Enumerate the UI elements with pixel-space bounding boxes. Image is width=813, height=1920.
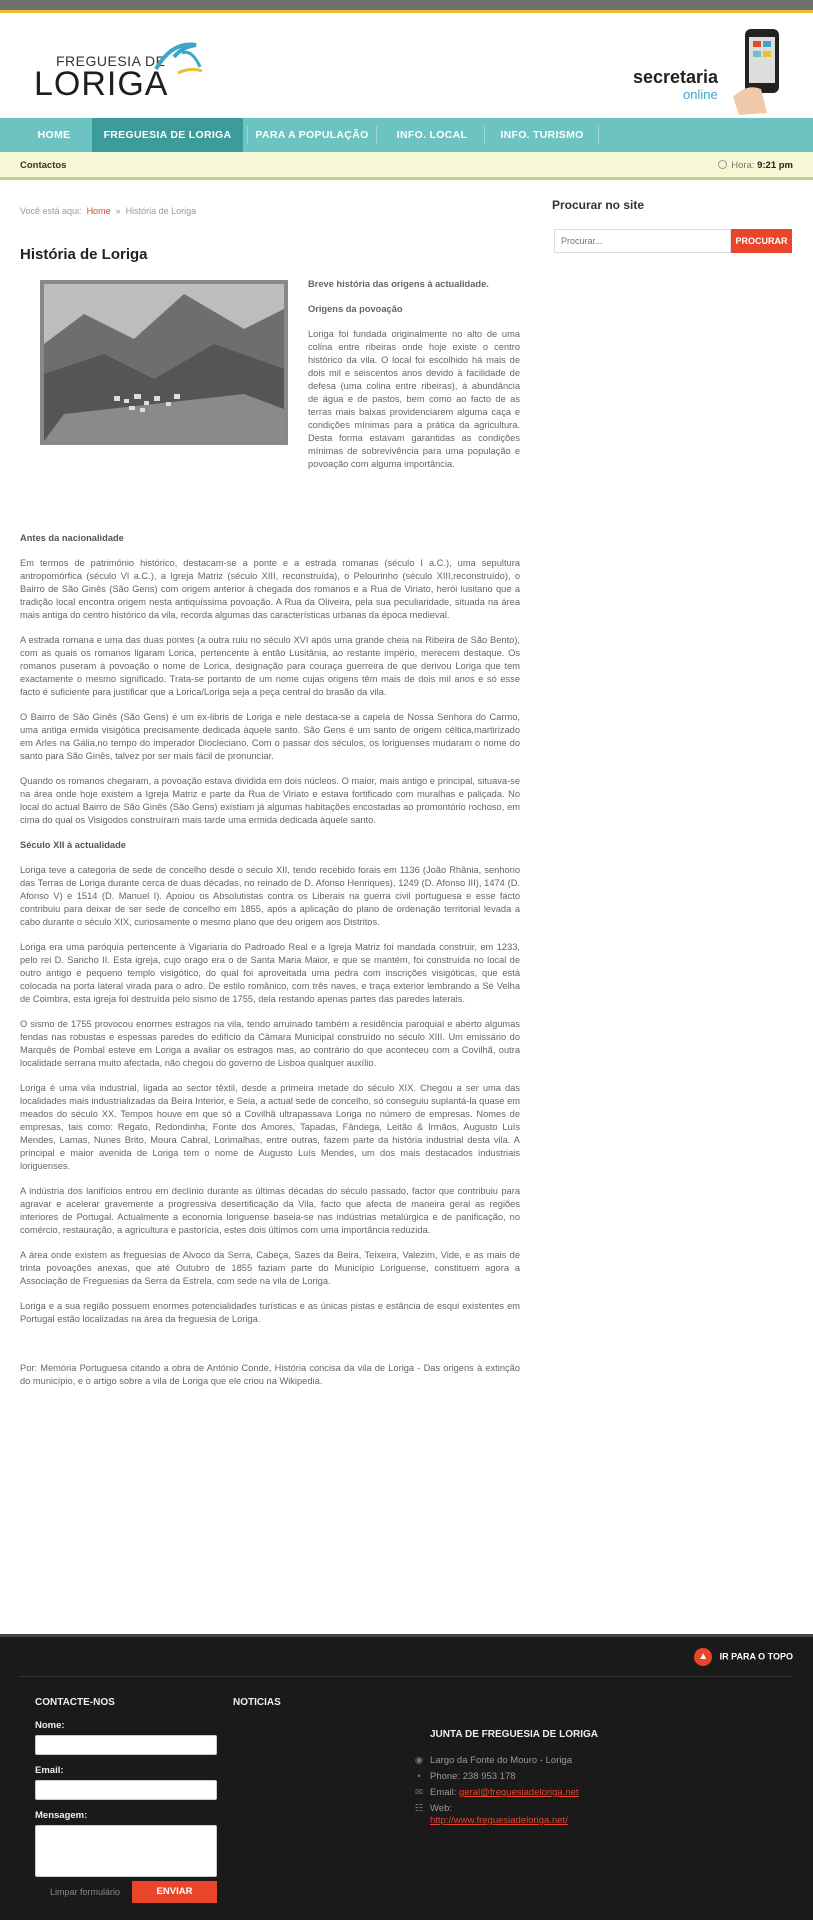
web-item [414,1803,452,1814]
phone-text: Phone: 238 953 178 [430,1771,516,1782]
globe-icon: ☷ [414,1803,424,1814]
email-field[interactable] [35,1780,217,1800]
search-button[interactable]: PROCURAR [731,229,792,253]
hour-value: 9:21 pm [757,160,793,171]
site-logo[interactable] [34,31,204,103]
footer [0,1634,813,1920]
breadcrumb-separator: » [115,206,121,216]
logo-small-text: FREGUESIA DE [56,53,166,69]
message-label: Mensagem: [35,1810,88,1821]
junta-title: JUNTA DE FREGUESIA DE LORIGA [430,1729,598,1740]
section-title-seculo-xii: Século XII à actualidade [20,840,126,850]
nav-item-info-local[interactable]: INFO. LOCAL [396,129,468,141]
news-title: NOTICIAS [233,1697,281,1708]
article-paragraph: O sismo de 1755 provocou enormes estragos na vila, tendo arruinado também a residência paroquial e aberto algumas fendas nas robustas e espessas paredes do edifício da Câmara Municipal construído no século XIII. Um emissário do Marquês de Pombal esteve em Loriga a avaliar os estragos mas, ao contrário do que aconteceu com a Covilhã, outra localidade serrana muito afectada, não chegou do governo de Lisboa qualquer auxílio. [20,1019,520,1068]
page-title: História de Loriga [20,246,148,263]
logo-swoosh-icon [152,39,204,79]
nav-separator [484,126,485,144]
article-paragraph: Loriga era uma paróquia pertencente à Vigariaria do Padroado Real e a Igreja Matriz foi mandada construir, em 1233, pelo rei D. Sancho II. Esta igreja, cujo orago era o de Santa Maria Maior, e que se mantém, foi construída no local de outro antigo e pequeno templo visigótico, do qual foi aproveitada uma pedra com inscrições visigóticas, que está colocada na porta lateral virada para o adro. De estilo românico, com três naves, e traça exterior lembrando a Sé Velha de Coimbra, esta igreja foi destruída pelo sismo de 1755, dela restando apenas partes das paredes laterais. [20,942,520,1004]
top-strip [0,0,813,10]
email-label: Email: [35,1765,64,1776]
nav-item-populacao[interactable]: PARA A POPULAÇÃO [255,129,369,141]
article-paragraph: Loriga e a sua região possuem enormes potencialidades turísticas e as únicas pistas e estância de esqui existentes em Portugal estão localizadas na área da freguesia de Loriga. [20,1301,520,1324]
secretaria-sub-text: online [683,87,718,102]
nav-item-info-turismo[interactable]: INFO. TURISMO [500,129,584,141]
article-paragraph: A indústria dos lanifícios entrou em declínio durante as últimas décadas do século passado, factor que contribuiu para agravar e acelerar gravemente a progressiva desertificação da Vila, facto que afecta de maneira geral as regiões interiores de Portugal. Actualmente a economia loriguense baseia-se nas indústrias metalúrgica e de panificação, no comércio, restauração, a agricultura e pastorícia, estes dois últimos com uma importância reduzida. [20,1186,520,1235]
article-source: Por: Memória Portuguesa citando a obra de António Conde, História concisa da vila de Loriga - Das origens à extinção do município, e o artigo sobre a vila de Loriga que ele criou na Wikipedia. [20,1363,520,1386]
email-link[interactable]: geral@freguesiadeloriga.net [459,1787,579,1798]
name-label: Nome: [35,1720,65,1731]
search-input[interactable] [554,229,731,253]
breadcrumb-current: História de Loriga [125,206,197,216]
message-field[interactable] [35,1825,217,1877]
article-paragraph: Em termos de património histórico, destacam-se a ponte e a estrada romanas (século I a.C.), uma sepultura antropomórfica (século VI a.C.), a Igreja Matriz (século XIII, reconstruída), o Pelourinho (século XIII,reconstruído), o Bairro de São Ginês (São Gens) com origem anterior à chegada dos romanos e a Rua de Viriato, herói lusitano que a tradição local encontra origem nesta antiquíssima povoação. A Rua da Oliveira, pela sua peculiaridade, situada na área mais antiga do centro histórico da vila, recorda algumas das características urbanas da época medieval. [20,558,520,620]
clock-icon [718,160,727,169]
web-link[interactable]: http://www.freguesiadeloriga.net/ [430,1815,568,1826]
address-item [414,1755,572,1766]
article-intro-title: Breve história das origens à actualidade. [308,279,489,289]
back-to-top-label: IR PARA O TOPO [719,1651,793,1662]
nav-separator [247,126,248,144]
breadcrumb-home-link[interactable]: Home [86,206,111,216]
breadcrumb [20,206,196,216]
web-prefix: Web: [430,1803,453,1814]
clock-readout [718,160,793,171]
section-title-antes: Antes da nacionalidade [20,533,124,543]
hour-label: Hora: [731,160,755,171]
logo-big-text: LORIGA [34,65,169,103]
clear-form-button[interactable]: Limpar formulário [50,1887,121,1897]
address-text: Largo da Fonte do Mouro - Loriga [430,1755,573,1766]
smartphone-icon [733,27,793,117]
name-field[interactable] [35,1735,217,1755]
nav-separator [598,126,599,144]
email-prefix: Email: [430,1787,457,1798]
web-link-row [430,1815,568,1826]
nav-item-home[interactable]: HOME [37,129,71,141]
article-paragraph: A estrada romana e uma das duas pontes (a outra ruiu no século XVI após uma grande cheia na Ribeira de São Bento), com as quais os romanos ligaram Lorica, pertencente à então Lusitânia, ao restante império, merecem destaque. Os romanos puseram à povoação o nome de Lorica, designação para couraça guerreira de que derivou Loriga que tem exactamente o mesmo significado. Trata-se portanto de um nome cujas origens têm mais de dois mil anos e só esse facto é suficiente para justificar que a Lorica/Loriga seja a peça central do brasão da vila. [20,635,520,697]
article-paragraph: Quando os romanos chegaram, a povoação estava dividida em dois núcleos. O maior, mais antigo e principal, situava-se na área onde hoje existem a Igreja Matriz e parte da Rua de Viriato e estava fortificado com muralhas e paliçada. No local do actual Bairro de São Ginês (São Gens) existiam já algumas habitações encostadas ao promontório rochoso, em cima do qual os Visigodos construíram mais tarde uma ermida dedicada àquele santo. [20,776,520,825]
article-paragraph-text: Loriga foi fundada originalmente no alto de uma colina entre ribeiras onde hoje existe o centro histórico da vila. O local foi escolhido há mais de dois mil e seiscentos anos devido à facilidade de defesa (uma colina entre ribeiras), à abundância de água e de pastos, bem como ao facto de as terras mais baixas providenciarem alguma caça e condições mínimas para a prática da agricultura. Desta forma estavam garantidas as condições mínimas de sobrevivência para uma população e povoação com alguma importância. [308,329,520,469]
envelope-icon: ✉ [415,1787,423,1798]
article-paragraph: Loriga é uma vila industrial, ligada ao sector têxtil, desde a primeira metade do século XIX. Chegou a ser uma das localidades mais industrializadas da Beira Interior, e Seia, a actual sede de concelho, só conseguiu suplantá-la quase em meados do século XX. Tempos houve em que só a Covilhã ultrapassava Loriga no número de empresas. Nomes de empresas, tais como: Regato, Redondinha, Fonte dos Amores, Tapadas, Fândega, Leitão & Irmãos, Augusto Luís Mendes, Lamas, Nunes Brito, Moura Cabral, Lorimalhas, entre outras, fazem parte da história industrial desta vila. A principal e maior avenida de Loriga tem o nome de Augusto Luís Mendes, um dos mais destacados industriais loriguenses. [20,1083,520,1171]
nav-separator [376,126,377,144]
sub-bar [0,152,813,180]
article-paragraph: O Bairro de São Ginês (São Gens) é um ex-libris de Loriga e nele destaca-se a capela de Nossa Senhora do Carmo, uma antiga ermida visigótica precisamente dedicada àquele santo. São Gens é um santo de origem céltica,martirizado em Arles na Gália,no tempo do imperador Diocleciano. Com o passar dos séculos, os loriguenses mudaram o nome do santo para São Ginês, talvez por ser mais fácil de pronunciar. [20,712,520,761]
phone-item [414,1771,516,1782]
phone-icon: • [417,1771,421,1782]
section-title-origens: Origens da povoação [308,304,403,314]
article-content [20,278,520,471]
send-button[interactable]: ENVIAR [132,1881,217,1903]
breadcrumb-prefix: Você está aqui: [20,206,82,216]
nav-item-freguesia[interactable]: FREGUESIA DE LORIGA [92,118,243,152]
contacts-link[interactable]: Contactos [20,160,67,171]
email-item [414,1787,579,1798]
article-paragraph: A área onde existem as freguesias de Alvoco da Serra, Cabeça, Sazes da Beira, Teixeira, Valezim, Vide, e as mais de trinta povoações anexas, que até Outubro de 1855 faziam parte do Município Loriguense, constituem agora a Associação de Freguesias da Serra da Estrela, com sede na vila de Loriga. [20,1250,520,1286]
secretaria-text: secretaria [633,67,719,87]
article-body [20,532,520,1400]
header [0,13,813,117]
article-paragraph: Loriga teve a categoria de sede de concelho desde o século XII, tendo recebido forais em 1136 (João Rhânia, senhorio das Terras de Loriga durante cerca de duas décadas, no reinado de D. Afonso Henriques), 1249 (D. Afonso III), 1474 (D. Afonso V) e 1514 (D. Manuel I). Apoiou os Absolutistas contra os Liberais na guerra civil portuguesa e esse facto contribuiu para deixar de ser sede de concelho em 1855, após a aplicação do plano de ordenação territorial levada a cabo durante o século XIX, curiosamente o mesmo plano que deu origem aos Distritos. [20,865,520,927]
footer-divider [20,1676,793,1677]
secretaria-online-banner[interactable] [633,27,793,117]
location-pin-icon: ◉ [414,1755,424,1766]
contact-form-title: CONTACTE-NOS [35,1697,115,1708]
back-to-top-button[interactable] [694,1648,793,1666]
article-paragraph [308,328,520,471]
arrow-up-icon: ▲ [694,1648,712,1666]
main-nav [0,118,813,152]
footer-top-border [0,1634,813,1637]
sidebar-search-title: Procurar no site [552,198,645,212]
